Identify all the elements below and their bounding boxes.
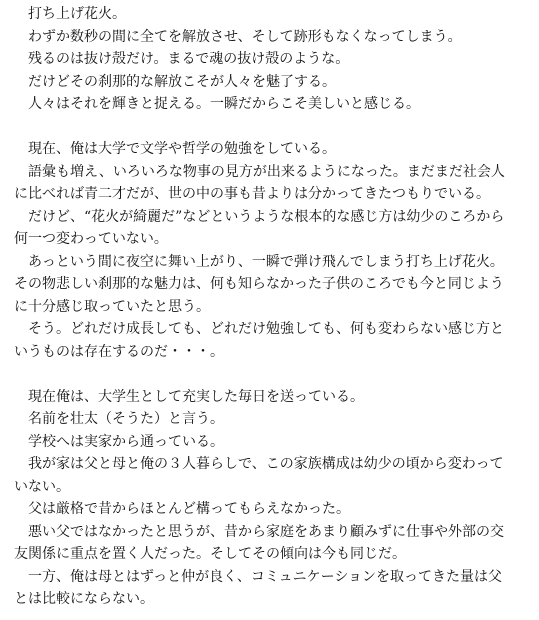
paragraph (14, 161, 525, 206)
paragraph (14, 3, 525, 26)
paragraph-line: いない。 (14, 478, 70, 495)
paragraph-line: そう。どれだけ成長しても、どれだけ勉強しても、何も変わらない感じ方と (28, 321, 504, 337)
paragraph (14, 521, 525, 566)
paragraph (14, 48, 525, 71)
paragraph-line: 一方、俺は母とはずっと仲が良く、コミュニケーションを取ってきた量は父 (28, 568, 503, 585)
paragraph (14, 138, 525, 161)
paragraph-line: だけど、“花火が綺麗だ”などというような根本的な感じ方は幼少のころから (28, 208, 505, 225)
paragraph-line: いうものは存在するのだ・・・。 (14, 343, 224, 360)
paragraph-line: 我が家は父と母と俺の３人暮らしで、この家族構成は幼少の頃から変わって (28, 456, 504, 472)
paragraph (14, 566, 525, 611)
paragraph-line: だけどその刹那的な解放こそが人々を魅了する。 (28, 73, 336, 90)
paragraph-line: に十分感じ取っていたと思う。 (14, 298, 210, 315)
section-fireworks-intro (14, 3, 525, 116)
paragraph (14, 386, 525, 409)
section-family (14, 386, 525, 611)
paragraph-line: 何一つ変わっていない。 (14, 231, 168, 247)
paragraph-line: とは比較にならない。 (14, 591, 154, 607)
paragraph-line: 打ち上げ花火。 (28, 6, 126, 22)
paragraph-line: 名前を壮太（そうた）と言う。 (28, 411, 224, 427)
paragraph-line: わずか数秒の間に全てを解放させ、そして跡形もなくなってしまう。 (28, 28, 462, 45)
paragraph (14, 498, 525, 521)
paragraph-line: あっという間に夜空に舞い上がり、一瞬で弾け飛んでしまう打ち上げ花火。 (28, 253, 504, 270)
paragraph (14, 71, 525, 94)
paragraph-line: 現在、俺は大学で文学や哲学の勉強をしている。 (28, 141, 336, 157)
paragraph (14, 453, 525, 498)
section-university-study (14, 138, 525, 363)
paragraph (14, 206, 525, 251)
paragraph-line: 友関係に重点を置く人だった。そしてその傾向は今も同じだ。 (14, 546, 406, 562)
blank-line (14, 116, 525, 139)
paragraph (14, 251, 525, 319)
paragraph (14, 318, 525, 363)
blank-line (14, 363, 525, 386)
paragraph-line: 残るのは抜け殻だけ。まるで魂の抜け殻のような。 (28, 51, 350, 67)
paragraph-line: 人々はそれを輝きと捉える。一瞬だからこそ美しいと感じる。 (28, 96, 420, 112)
paragraph-line: 父は厳格で昔からほとんど構ってもらえなかった。 (28, 501, 350, 517)
paragraph-line: に比べれば青二才だが、世の中の事も昔よりは分かってきたつもりでいる。 (14, 186, 490, 202)
paragraph (14, 408, 525, 431)
paragraph (14, 431, 525, 454)
paragraph-line: 語彙も増え、いろいろな物事の見方が出来るようになった。まだまだ社会人 (28, 163, 505, 180)
paragraph (14, 26, 525, 49)
paragraph (14, 93, 525, 116)
paragraph-line: 悪い父ではなかったと思うが、昔から家庭をあまり顧みずに仕事や外部の交 (28, 523, 504, 540)
paragraph-line: その物悲しい刹那的な魅力は、何も知らなかった子供のころでも今と同じよう (14, 276, 504, 292)
paragraph-line: 現在俺は、大学生として充実した毎日を送っている。 (28, 388, 364, 405)
paragraph-line: 学校へは実家から通っている。 (28, 433, 224, 450)
